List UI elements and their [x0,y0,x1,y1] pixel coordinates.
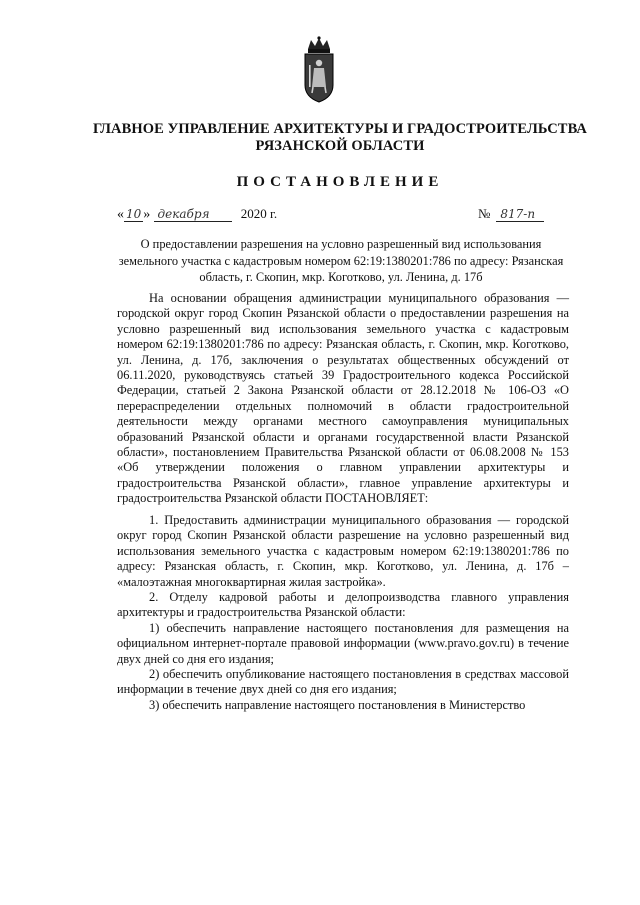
organization-name-line-2: РЯЗАНСКОЙ ОБЛАСТИ [255,138,425,154]
date-year: 2020 г. [240,206,278,221]
date-day: 10 [126,207,142,221]
date-close-quote: » [143,207,151,222]
preamble [117,291,569,507]
number-prefix: № [478,206,491,221]
document-number [478,206,544,222]
resolution-subitem-3: 3) обеспечить направление настоящего постановления в Министерство [149,697,526,712]
resolution-subitem-2: 2) обеспечить опубликование настоящего постановления в средствах массовой информации в течение двух дней со дня его издания; [117,667,569,697]
date-month: декабря [154,207,232,222]
date-open-quote: « [117,207,124,222]
resolution-subitem-1: 1) обеспечить направление настоящего постановления для размещения на официальном интернет-портале правовой информации (www.pravo.gov.ru) в течение двух дней со дня его издания; [117,620,569,666]
preamble-paragraph: На основании обращения администрации муниципального образования — городской округ город Скопин Рязанской области о предоставлении разрешения на условно разрешенный вид использования земельного участка с кадастровым номером 62:19:1380201:786 по адресу: Рязанская область, г. Скопин, мкр. Коготково, ул. Ленина, д. 17б, заключения о результатах общественных обсуждений от 06.11.2020, руководствуясь статьей 39 Градостроительного кодекса Российской Федерации, статьей 2 Закона Рязанской области от 28.12.2018 № 106-ОЗ «О перераспределении отдельных полномочий в области градостроительной деятельности между органами местного самоуправления муниципальных образований Рязанской области и органами государственной власти Рязанской области», постановлением Правительства Рязанской области от 06.08.2008 № 153 «Об утверждении положения о главном управлении архитектуры и градостроительства Рязанской области», главное управление архитектуры и градостроительства Рязанской области ПОСТАНОВЛЯЕТ: [117,291,569,506]
number-value: 817-п [496,207,544,222]
resolution-item-2: 2. Отделу кадровой работы и делопроизводства главного управления архитектуры и градостроительства Рязанской области: [117,590,569,620]
organization-name-line-1: ГЛАВНОЕ УПРАВЛЕНИЕ АРХИТЕКТУРЫ И ГРАДОСТРОИТЕЛЬСТВА [92,121,588,137]
document-subject: О предоставлении разрешения на условно разрешенный вид использования земельного участка с кадастровым номером 62:19:1380201:786 по адресу: Рязанская область, г. Скопин, мкр. Коготково, ул. Ленина, д. 17б [118,237,564,284]
document-type-title: ПОСТАНОВЛЕНИЕ [236,174,444,190]
resolution-item-1: 1. Предоставить администрации муниципального образования — городской округ город Скопин Рязанской области разрешение на условно разрешенный вид использования земельного участка с кадастровым номером 62:19:1380201:786 по адресу: Рязанская область, г. Скопин, мкр. Коготково, ул. Ленина, д. 17б – «малоэтажная многоквартирная жилая застройка». [117,513,569,589]
resolution-items [117,513,569,713]
ryazan-coat-of-arms-icon [300,35,338,105]
document-date [117,206,277,223]
